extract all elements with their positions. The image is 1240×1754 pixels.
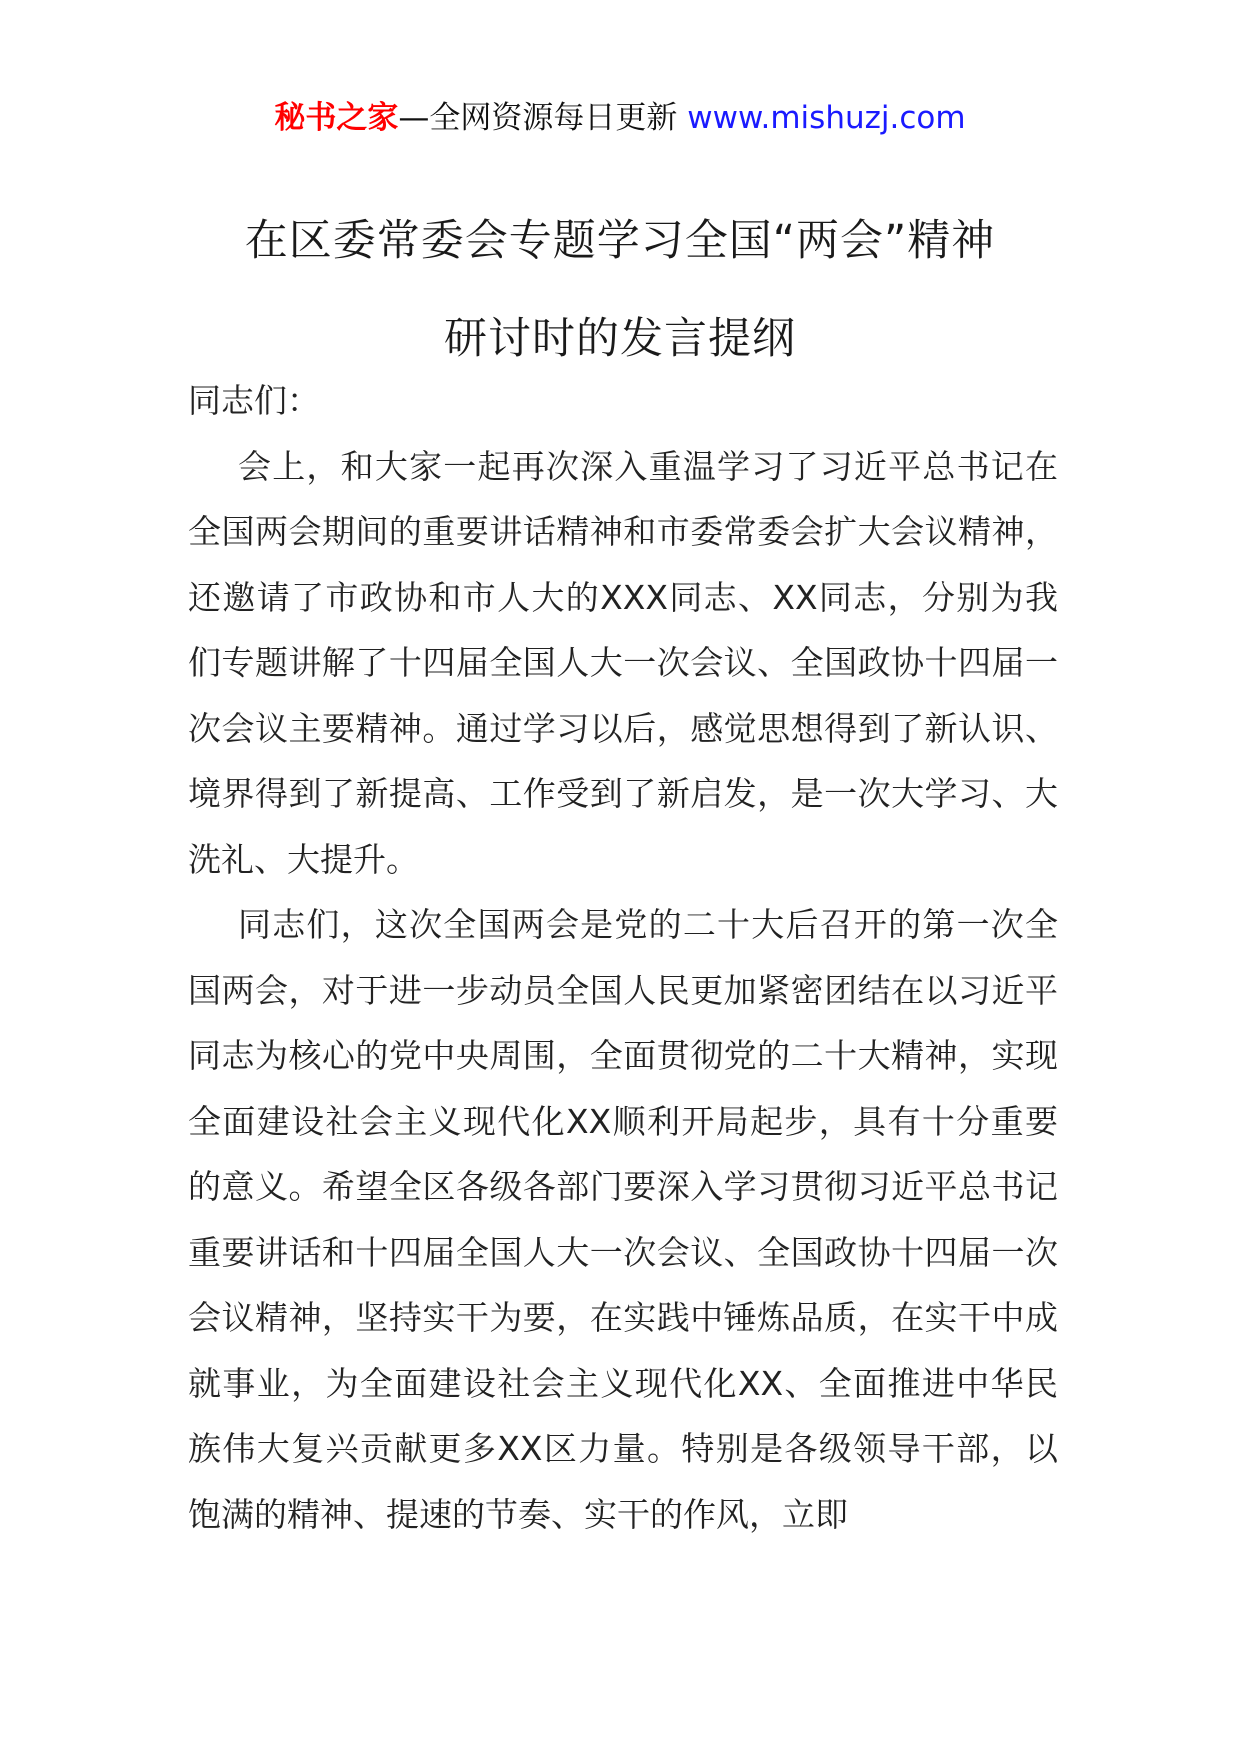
title-line-1: 在区委常委会专题学习全国“两会”精神	[244, 216, 996, 266]
document-body	[188, 368, 1058, 1547]
site-slogan: —全网资源每日更新	[398, 100, 678, 136]
site-url-link[interactable]: www.mishuzj.com	[687, 100, 966, 136]
document-title	[100, 192, 1140, 388]
title-line-2: 研讨时的发言提纲	[444, 314, 796, 364]
site-brand: 秘书之家	[274, 100, 399, 136]
site-header	[0, 98, 1240, 138]
paragraph-2: 同志们，这次全国两会是党的二十大后召开的第一次全国两会，对于进一步动员全国人民更加紧密团结在以习近平同志为核心的党中央周围，全面贯彻党的二十大精神，实现全面建设社会主义现代化XX顺利开局起步，具有十分重要的意义。希望全区各级各部门要深入学习贯彻习近平总书记重要讲话和十四届全国人大一次会议、全国政协十四届一次会议精神，坚持实干为要，在实践中锤炼品质，在实干中成就事业，为全面建设社会主义现代化XX、全面推进中华民族伟大复兴贡献更多XX区力量。特别是各级领导干部，以饱满的精神、提速的节奏、实干的作风，立即	[188, 905, 1058, 1534]
paragraph-1: 会上，和大家一起再次深入重温学习了习近平总书记在全国两会期间的重要讲话精神和市委常委会扩大会议精神，还邀请了市政协和市人大的XXX同志、XX同志，分别为我们专题讲解了十四届全国人大一次会议、全国政协十四届一次会议主要精神。通过学习以后，感觉思想得到了新认识、境界得到了新提高、工作受到了新启发，是一次大学习、大洗礼、大提升。	[188, 446, 1058, 879]
salutation: 同志们：	[188, 381, 320, 420]
